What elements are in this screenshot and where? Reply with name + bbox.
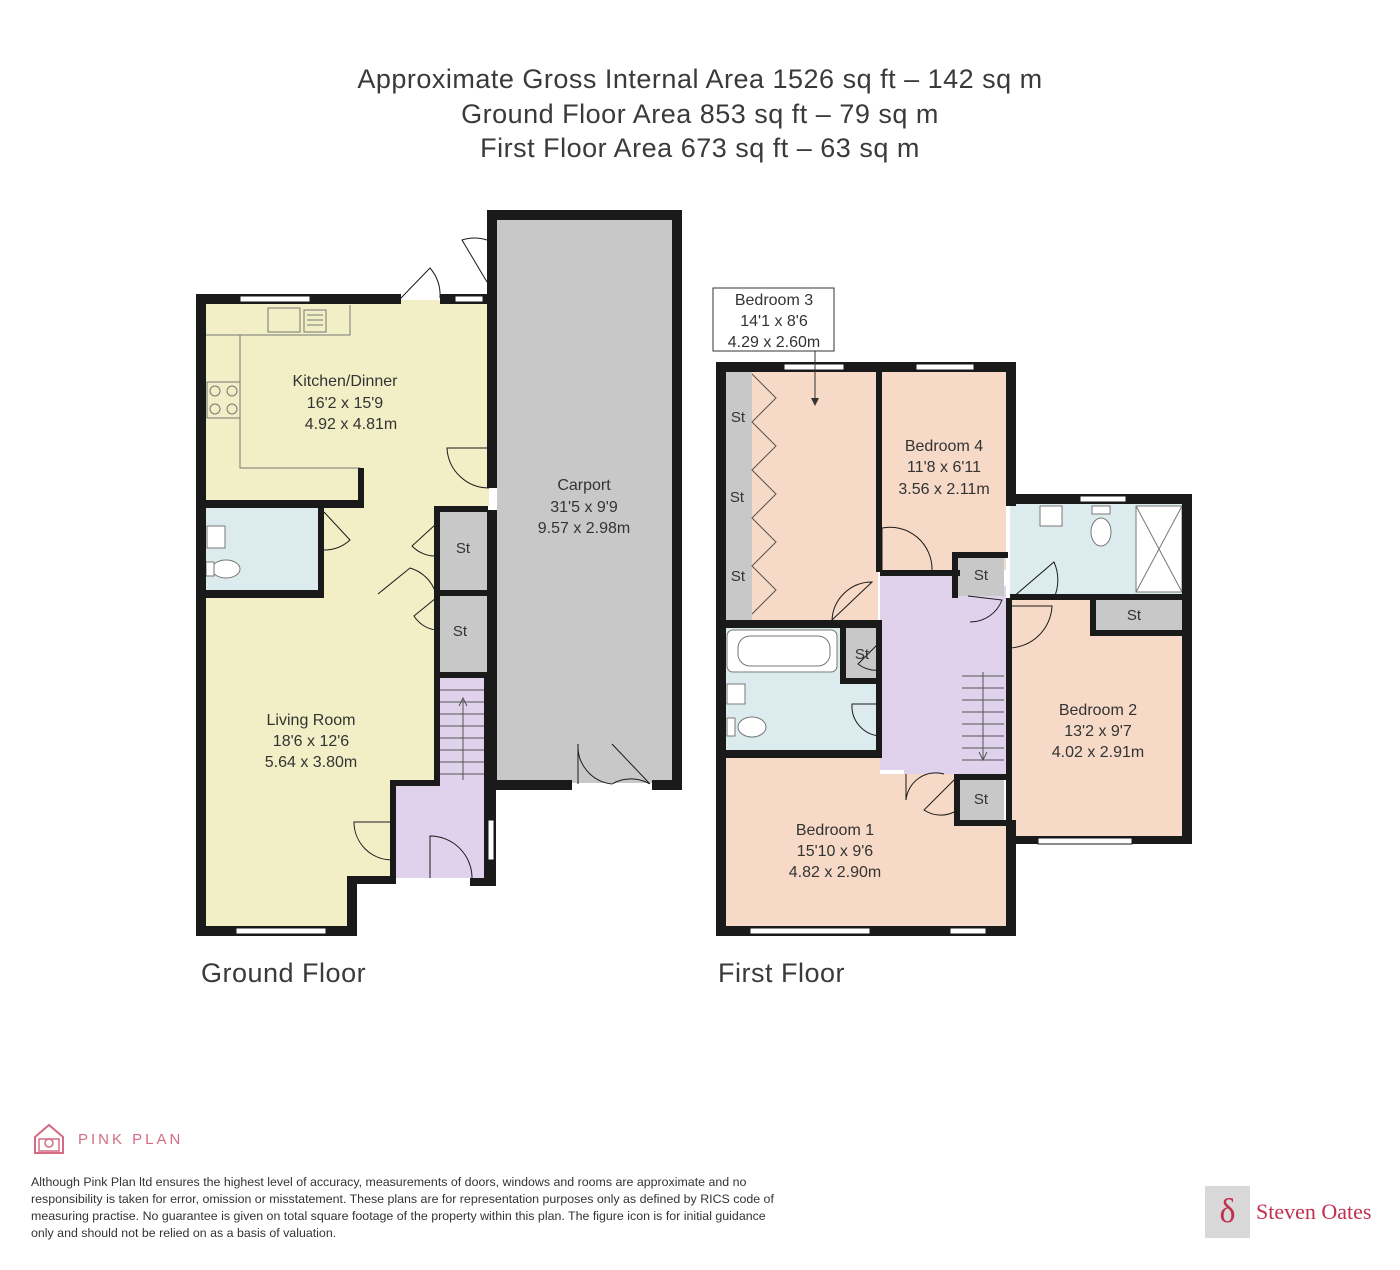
bedroom-1-imperial: 15'10 x 9'6 [796,843,874,860]
living-metric: 5.64 x 3.80m [264,754,358,771]
gross-area-line: Approximate Gross Internal Area 1526 sq ft – 142 sq m [357,64,1043,94]
first-floor-area-line: First Floor Area 673 sq ft – 63 sq m [480,133,920,163]
bedroom-4-imperial: 11'8 x 6'11 [906,459,982,476]
store-bedroom-1-label: St [973,791,989,808]
agent-logo [1205,1186,1371,1238]
brand-name: PINK PLAN [78,1130,184,1148]
kitchen-metric: 4.92 x 4.81m [304,416,398,433]
ground-floor-label: Ground Floor [201,958,367,988]
ground-floor-area-line: Ground Floor Area 853 sq ft – 79 sq m [461,98,939,129]
carport-name: Carport [557,477,611,494]
bedroom-2-name: Bedroom 2 [1058,702,1138,719]
bedroom-2-imperial: 13'2 x 9'7 [1064,723,1132,740]
hallway-ground [322,506,436,596]
bedroom-4-metric: 3.56 x 2.11m [898,481,990,498]
wardrobe-2-label: St [729,489,745,506]
kitchen-imperial: 16'2 x 15'9 [306,395,384,412]
carport-metric: 9.57 x 2.98m [537,520,631,537]
store-landing-label: St [973,567,989,584]
kitchen-name: Kitchen/Dinner [292,373,398,390]
bedroom-3-metric: 4.29 x 2.60m [727,334,821,351]
agent-mark-icon: δ [1205,1186,1250,1238]
living-imperial: 18'6 x 12'6 [272,733,350,750]
store-ground-1-label: St [455,540,471,557]
living-name: Living Room [266,712,356,729]
bedroom-3-imperial: 14'1 x 8'6 [740,313,808,330]
agent-name: Steven Oates [1256,1199,1372,1224]
pink-plan-logo-icon [32,1122,66,1156]
wardrobe-3-label: St [730,568,746,585]
bedroom-2-metric: 4.02 x 2.91m [1051,744,1145,761]
entrance-hall [394,782,488,878]
first-floor-label: First Floor [718,958,845,988]
disclaimer-text: Although Pink Plan ltd ensures the highest level of accuracy, measurements of doors, windows and rooms are approximate and no responsibility is taken for error, omission or misstatement. These plans are for representation purposes only as defined by RICS code of measuring practise. No guarantee is given on total square footage of the property within this plan. The figure icon is for initial guidance only and should not be relied on as a basis of valuation. [31,1175,774,1240]
bedroom-4-name: Bedroom 4 [904,438,984,455]
store-ground-2-label: St [452,623,468,640]
bedroom-1-metric: 4.82 x 2.90m [788,864,882,881]
pink-plan-brand [32,1122,183,1156]
carport-imperial: 31'5 x 9'9 [550,499,618,516]
store-ensuite-label: St [1126,607,1142,624]
bedroom-3-name: Bedroom 3 [734,292,814,309]
wardrobe-1-label: St [730,409,746,426]
store-bathroom-label: St [854,646,870,663]
cloakroom-room [204,506,322,594]
bedroom-1-name: Bedroom 1 [795,822,875,839]
ground-floor-plan [196,210,682,936]
first-floor-plan [713,288,1192,936]
